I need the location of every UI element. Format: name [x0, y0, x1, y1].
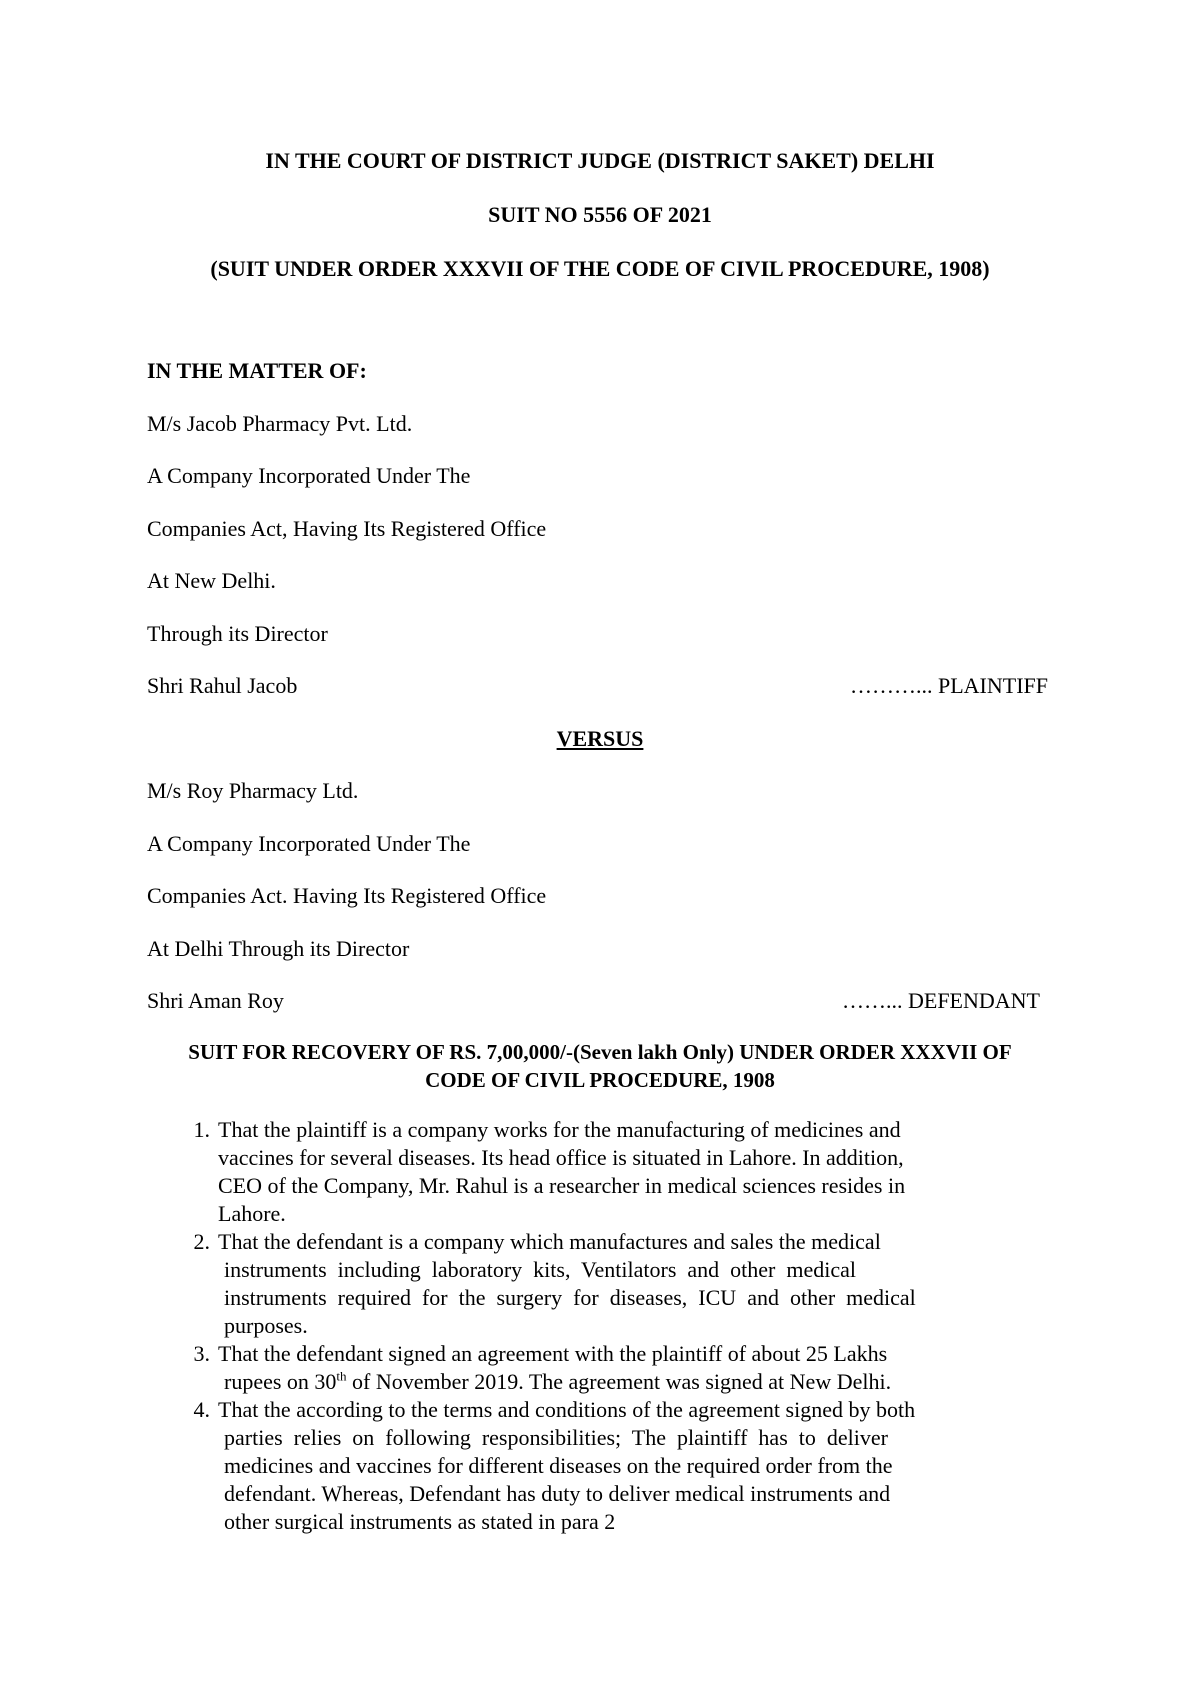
defendant-line: Companies Act. Having Its Registered Office — [147, 883, 547, 908]
paragraph-line: instruments including laboratory kits, Ventilators and other medical — [224, 1257, 856, 1282]
paragraph-line: That the defendant signed an agreement with the plaintiff of about 25 Lakhs — [218, 1341, 888, 1366]
suit-heading — [150, 1038, 1050, 1094]
ordinal-suffix: th — [336, 1368, 347, 1384]
paragraph-line: defendant. Whereas, Defendant has duty to deliver medical instruments and — [224, 1481, 891, 1506]
paragraph-line: That the defendant is a company which manufactures and sales the medical — [218, 1229, 881, 1254]
defendant-name: Shri Aman Roy — [147, 988, 284, 1013]
paragraph-number: 4. — [193, 1397, 210, 1422]
versus-heading: VERSUS — [556, 726, 644, 751]
suit-under-order: (SUIT UNDER ORDER XXXVII OF THE CODE OF CIVIL PROCEDURE, 1908) — [210, 256, 990, 281]
paragraph-line: purposes. — [224, 1313, 308, 1338]
paragraph-text — [218, 1340, 891, 1396]
paragraph-number: 2. — [193, 1229, 210, 1254]
defendant-line: A Company Incorporated Under The — [147, 831, 471, 856]
paragraph-line-part: of November 2019. The agreement was signed at New Delhi. — [346, 1369, 892, 1394]
paragraph-number: 3. — [193, 1341, 210, 1366]
paragraph-line: CEO of the Company, Mr. Rahul is a researcher in medical sciences resides in — [218, 1173, 906, 1198]
paragraph-line: vaccines for several diseases. Its head office is situated in Lahore. In addition, — [218, 1145, 904, 1170]
paragraph-line: That the plaintiff is a company works for the manufacturing of medicines and — [218, 1117, 901, 1142]
paragraph-line: medicines and vaccines for different diseases on the required order from the — [224, 1453, 893, 1478]
suit-heading-line: SUIT FOR RECOVERY OF RS. 7,00,000/-(Seven lakh Only) UNDER ORDER XXXVII OF — [188, 1040, 1012, 1064]
paragraph-text — [218, 1116, 905, 1228]
plaintiff-line: M/s Jacob Pharmacy Pvt. Ltd. — [147, 411, 413, 436]
suit-heading-line: CODE OF CIVIL PROCEDURE, 1908 — [425, 1068, 775, 1092]
paragraph-line: other surgical instruments as stated in para 2 — [224, 1509, 616, 1534]
plaintiff-line: A Company Incorporated Under The — [147, 463, 471, 488]
paragraph-line: That the according to the terms and conditions of the agreement signed by both — [218, 1397, 916, 1422]
paragraph-line: parties relies on following responsibilities; The plaintiff has to deliver — [224, 1425, 888, 1450]
court-title: IN THE COURT OF DISTRICT JUDGE (DISTRICT SAKET) DELHI — [265, 148, 935, 173]
matter-heading: IN THE MATTER OF: — [147, 358, 367, 383]
paragraph-number: 1. — [193, 1117, 210, 1142]
defendant-line: At Delhi Through its Director — [147, 936, 410, 961]
plaintiff-role: ………... PLAINTIFF — [850, 673, 1049, 698]
suit-number: SUIT NO 5556 OF 2021 — [488, 202, 712, 227]
defendant-line: M/s Roy Pharmacy Ltd. — [147, 778, 359, 803]
paragraph-line: Lahore. — [218, 1201, 286, 1226]
plaintiff-name: Shri Rahul Jacob — [147, 673, 298, 698]
plaintiff-line: Companies Act, Having Its Registered Office — [147, 516, 547, 541]
plaintiff-line: Through its Director — [147, 621, 328, 646]
paragraph-line-part: rupees on 30 — [224, 1369, 337, 1394]
defendant-role: ……... DEFENDANT — [842, 988, 1040, 1013]
paragraph-line: instruments required for the surgery for diseases, ICU and other medical — [224, 1285, 916, 1310]
paragraph-text — [218, 1228, 916, 1340]
paragraph-text — [218, 1396, 915, 1536]
paragraph-line — [218, 1368, 891, 1396]
plaintiff-line: At New Delhi. — [147, 568, 276, 593]
